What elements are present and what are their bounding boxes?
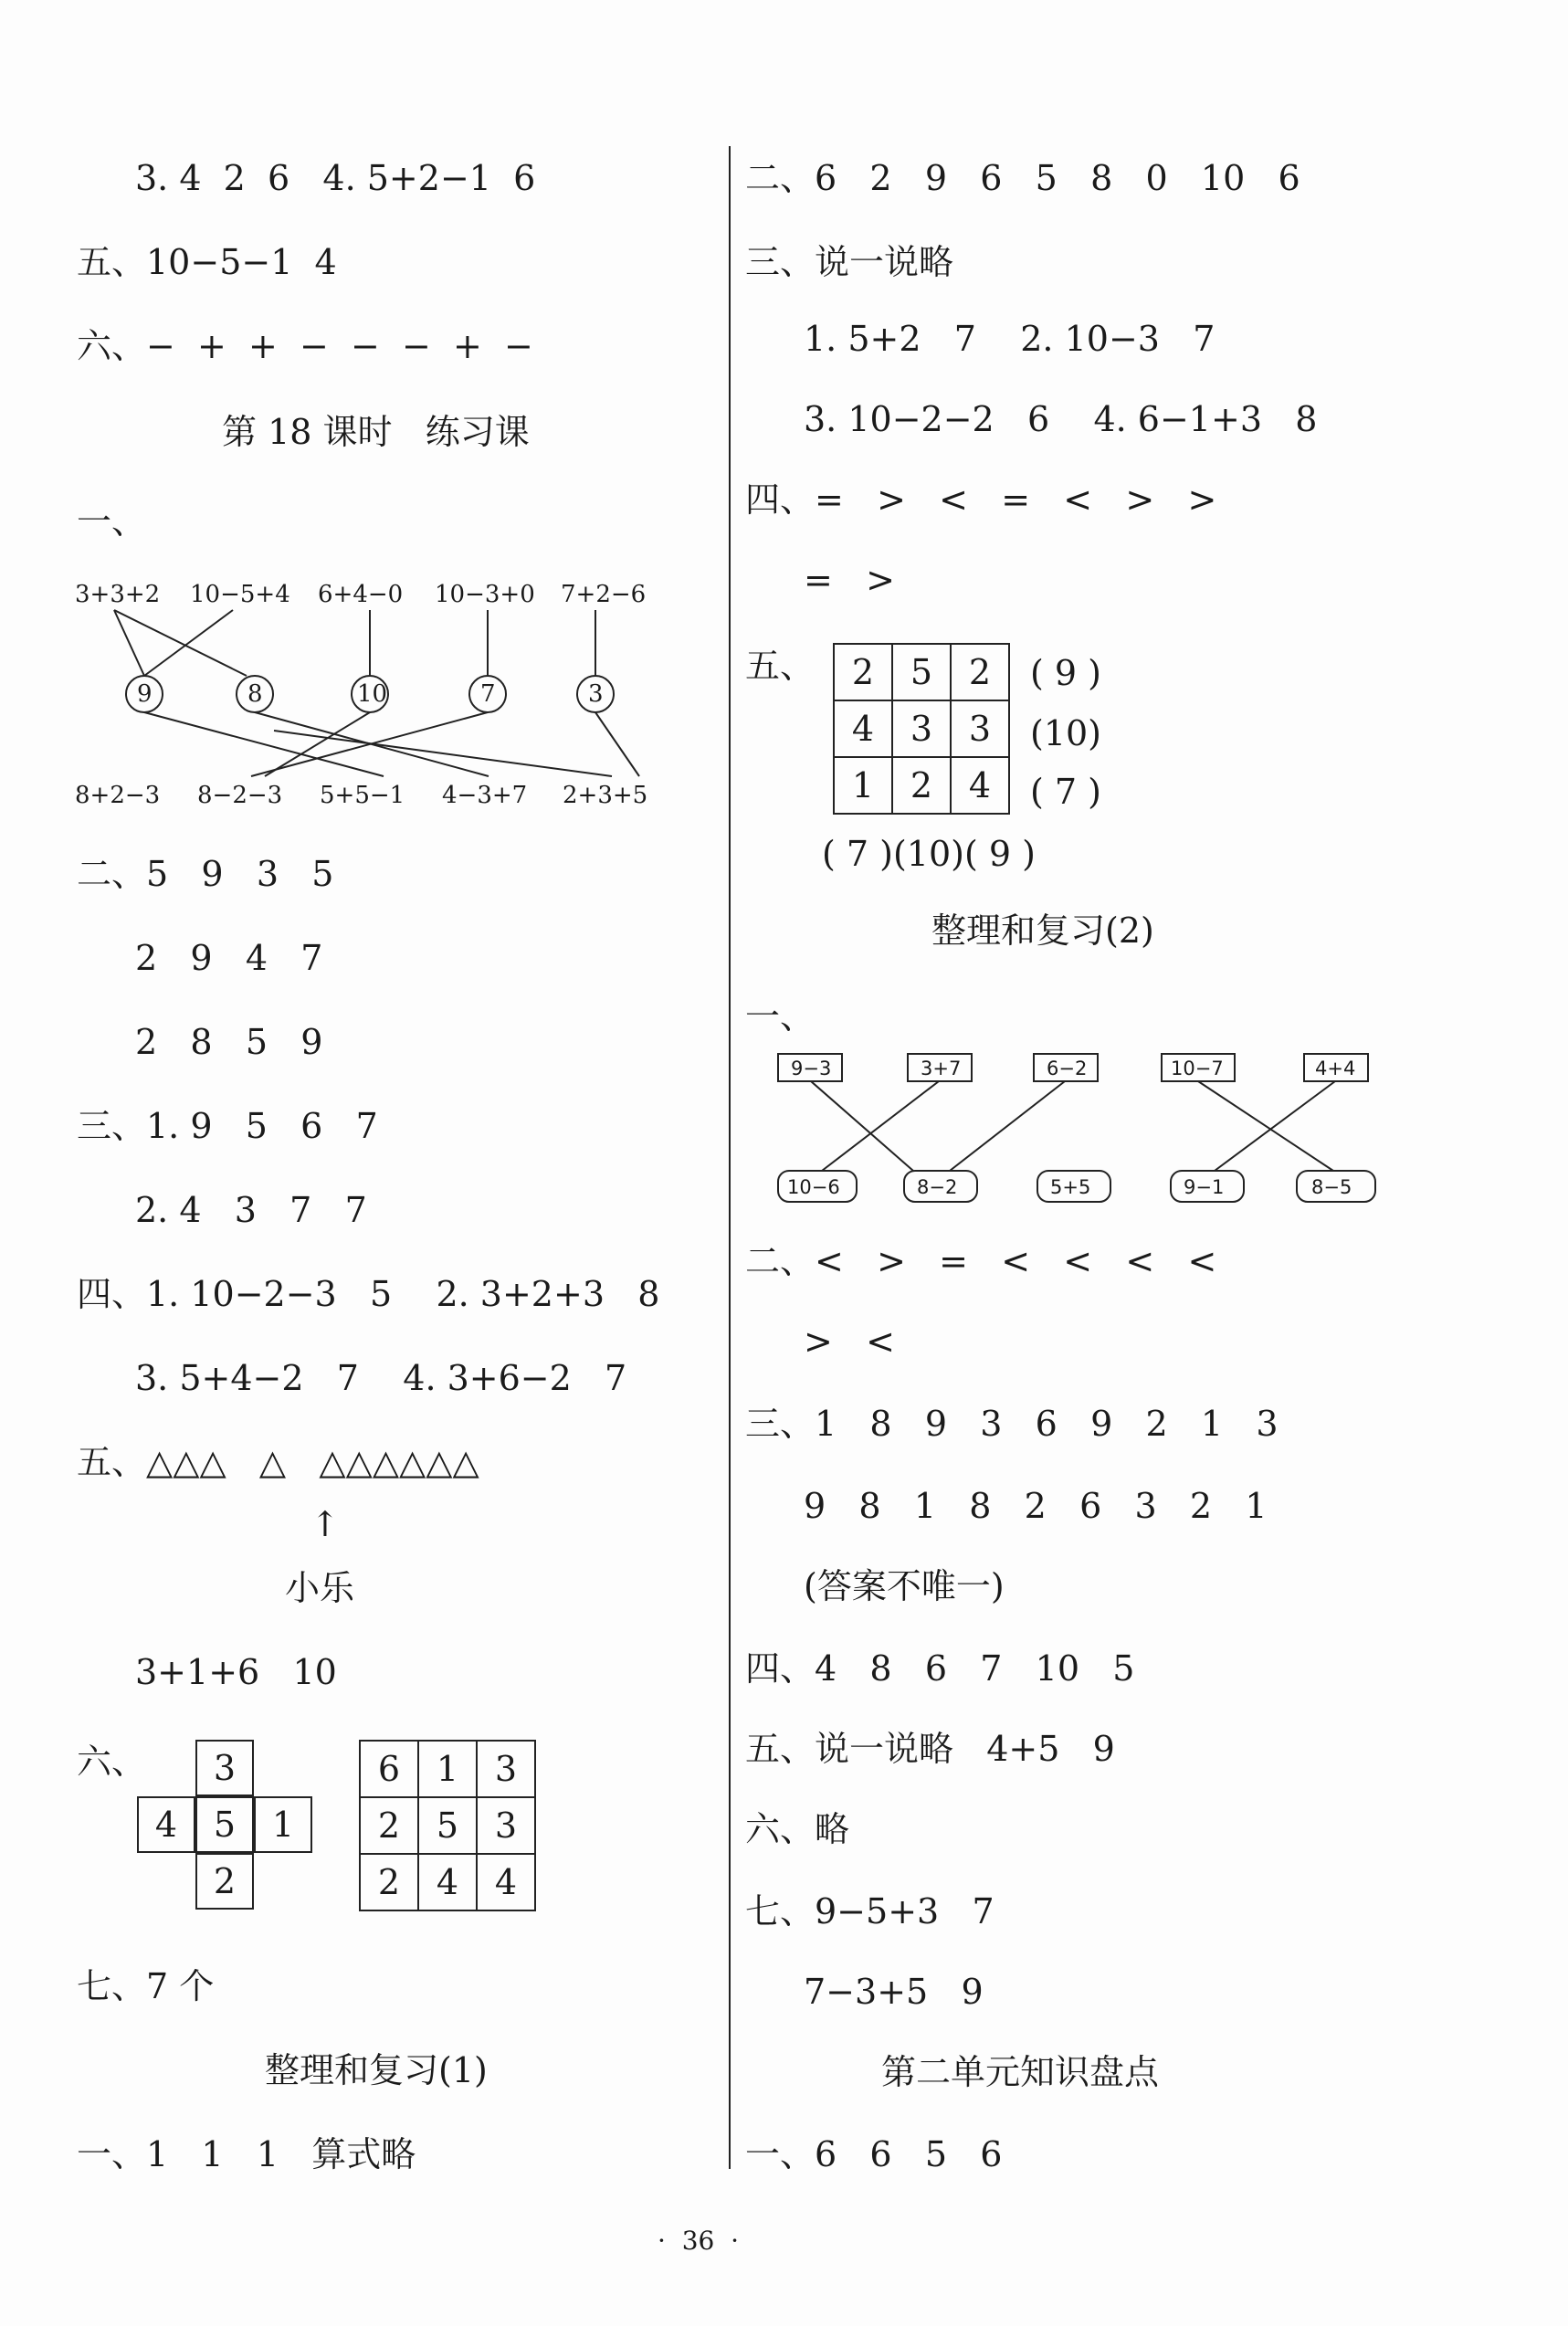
grid-cell: 5 (418, 1797, 477, 1854)
unit-two-summary-one: 一、6 6 5 6 (745, 2134, 1003, 2174)
row-sum: (10) (1030, 713, 1102, 753)
grid-cell: 2 (360, 1797, 418, 1854)
r-review2-two-row2: > < (804, 1321, 895, 1362)
r-review2-three-row1: 三、1 8 9 3 6 9 2 1 3 (745, 1404, 1279, 1444)
circle-value: 10 (357, 680, 388, 708)
r-section-three-row1: 1. 5+2 7 2. 10−3 7 (804, 319, 1215, 359)
review-1-answer: 一、1 1 1 算式略 (77, 2134, 416, 2174)
section-three-row1: 三、1. 9 5 6 7 (77, 1106, 378, 1146)
section-one-label: 一、 (77, 501, 147, 542)
bottom-expression: 5+5−1 (320, 782, 405, 809)
column-sums: ( 7 )(10)( 9 ) (822, 834, 1036, 874)
bottom-expression: 2+3+5 (563, 782, 648, 809)
row-sum: ( 7 ) (1030, 772, 1101, 812)
section-six: 六、− + + − − − + − (77, 326, 533, 366)
section-two-row3: 2 8 5 9 (135, 1022, 323, 1062)
circle-value: 9 (137, 680, 153, 708)
r-review2-three-note: (答案不唯一) (804, 1566, 1005, 1606)
r-section-four-row1: 四、= > < = < > > (745, 479, 1217, 520)
r-review2-three-row2: 9 8 1 8 2 6 3 2 1 (804, 1486, 1268, 1526)
lesson-18-heading: 第 18 课时 练习课 (222, 412, 530, 452)
unit-two-summary-heading: 第二单元知识盘点 (881, 2052, 1160, 2092)
page-number: · 36 · (658, 2226, 740, 2256)
grid-cell: 5 (892, 644, 951, 700)
bee-expression: 3+7 (921, 1058, 962, 1079)
r-review2-five: 五、说一说略 4+5 9 (745, 1729, 1115, 1769)
top-expression: 6+4−0 (318, 581, 404, 608)
xiaole-label: 小乐 (285, 1568, 355, 1608)
grid-cell: 1 (834, 757, 892, 814)
r-review2-four: 四、4 8 6 7 10 5 (745, 1648, 1135, 1689)
section-five-triangles: 五、△△△ △ △△△△△△ (77, 1442, 479, 1482)
bee-expression: 6−2 (1047, 1058, 1088, 1079)
cross-cell: 3 (195, 1740, 254, 1796)
grid-cell: 1 (418, 1741, 477, 1797)
flower-expression: 8−5 (1311, 1176, 1352, 1198)
top-expression: 3+3+2 (75, 581, 161, 608)
row-sum: ( 9 ) (1030, 653, 1101, 693)
grid-cell: 3 (477, 1741, 535, 1797)
top-expression: 7+2−6 (561, 581, 647, 608)
top-expression: 10−3+0 (435, 581, 535, 608)
grid-cell: 2 (360, 1854, 418, 1910)
cross-cell: 5 (195, 1796, 254, 1853)
flower-expression: 10−6 (787, 1176, 840, 1198)
section-four-row1: 四、1. 10−2−3 5 2. 3+2+3 8 (77, 1274, 660, 1314)
section-five: 五、10−5−1 4 (77, 242, 337, 282)
r-section-three-row2: 3. 10−2−2 6 4. 6−1+3 8 (804, 399, 1318, 439)
grid-cell: 2 (892, 757, 951, 814)
circle-value: 8 (247, 680, 263, 708)
grid-cell: 3 (477, 1797, 535, 1854)
arrow-icon: ↑ (310, 1504, 340, 1544)
cross-cell: 2 (195, 1853, 254, 1910)
bee-expression: 4+4 (1315, 1058, 1356, 1079)
r-review2-one-label: 一、 (745, 996, 816, 1037)
grid-cell: 6 (360, 1741, 418, 1797)
grid-cell: 4 (834, 700, 892, 757)
r-section-three: 三、说一说略 (745, 242, 954, 282)
review-1-heading: 整理和复习(1) (265, 2050, 488, 2090)
grid-cell: 2 (834, 644, 892, 700)
circle-value: 3 (588, 680, 604, 708)
grid-cell: 4 (418, 1854, 477, 1910)
bottom-expression: 8+2−3 (75, 782, 161, 809)
grid-cell: 3 (951, 700, 1009, 757)
cross-cell: 4 (137, 1796, 195, 1853)
section-two-row1: 二、5 9 3 5 (77, 854, 334, 894)
section-four-row2: 3. 5+4−2 7 4. 3+6−2 7 (135, 1358, 627, 1398)
grid-cell: 2 (951, 644, 1009, 700)
section-five-expression: 3+1+6 10 (135, 1652, 337, 1692)
bottom-expression: 8−2−3 (197, 782, 283, 809)
r-review2-seven-row1: 七、9−5+3 7 (745, 1891, 994, 1931)
flower-expression: 9−1 (1184, 1176, 1225, 1198)
r-section-two: 二、6 2 9 6 5 8 0 10 6 (745, 158, 1300, 198)
section-three-row2: 2. 4 3 7 7 (135, 1190, 367, 1230)
top-expression: 10−5+4 (190, 581, 290, 608)
bee-expression: 9−3 (791, 1058, 832, 1079)
grid-cell: 3 (892, 700, 951, 757)
circle-value: 7 (480, 680, 496, 708)
grid-cell: 4 (477, 1854, 535, 1910)
bee-expression: 10−7 (1171, 1058, 1224, 1079)
line-3-4: 3. 4 2 6 4. 5+2−1 6 (135, 158, 536, 198)
r-section-five-label: 五、 (745, 646, 816, 686)
flower-expression: 8−2 (917, 1176, 958, 1198)
r-review2-six: 六、略 (745, 1809, 850, 1849)
r-review2-seven-row2: 7−3+5 9 (804, 1972, 984, 2012)
r-review2-two-row1: 二、< > = < < < < (745, 1241, 1217, 1281)
cross-cell: 1 (254, 1796, 312, 1853)
grid-cell: 4 (951, 757, 1009, 814)
section-six-label: 六、 (77, 1742, 147, 1782)
section-two-row2: 2 9 4 7 (135, 938, 323, 978)
r-section-four-row2: = > (804, 560, 895, 600)
section-seven: 七、7 个 (77, 1966, 215, 2006)
flower-expression: 5+5 (1050, 1176, 1091, 1198)
bottom-expression: 4−3+7 (442, 782, 528, 809)
review-2-heading: 整理和复习(2) (931, 910, 1154, 951)
